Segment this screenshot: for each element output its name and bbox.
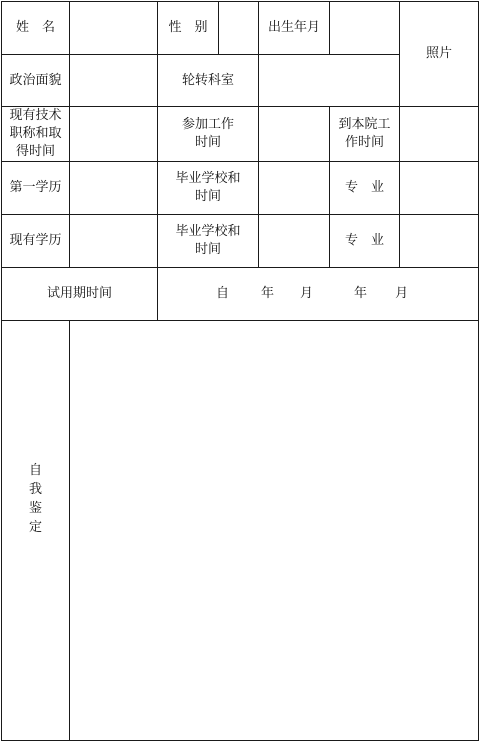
current-education-label: 现有学历 [9,233,62,248]
gender-field[interactable] [219,2,259,55]
form-row-current-education [2,215,479,268]
first-school-field[interactable] [259,162,330,215]
personnel-form-table [1,1,479,741]
current-major-label-cell [330,215,400,268]
title-label-cell [2,107,70,162]
probation-period-field[interactable] [158,268,479,321]
rotation-label-cell [158,55,259,107]
current-major-label: 专 业 [344,233,384,248]
name-label-cell [2,2,70,55]
end-month-label: 月 [395,286,409,301]
end-year-label: 年 [354,286,368,301]
form-row-probation [2,268,479,321]
current-major-field[interactable] [400,215,479,268]
work-start-label: 参加工作 时间 [181,117,234,150]
form-row-title [2,107,479,162]
first-edu-label-cell [2,162,70,215]
first-education-field[interactable] [70,162,158,215]
from-label: 自 [216,286,230,301]
probation-period-label: 试用期时间 [46,286,112,301]
photo-label: 照片 [425,46,452,61]
probation-date-range [158,285,478,303]
first-school-label: 毕业学校和 时间 [175,171,241,204]
probation-label-cell [2,268,158,321]
current-edu-label-cell [2,215,70,268]
first-school-label-cell [158,162,259,215]
current-education-field[interactable] [70,215,158,268]
current-school-label-cell [158,215,259,268]
self-evaluation-field[interactable] [70,321,479,741]
first-major-field[interactable] [400,162,479,215]
self-eval-label-cell [2,321,70,741]
current-school-field[interactable] [259,215,330,268]
first-major-label-cell [330,162,400,215]
technical-title-field[interactable] [70,107,158,162]
start-year-label: 年 [261,286,275,301]
name-field[interactable] [70,2,158,55]
political-status-field[interactable] [70,55,158,107]
form-row-basic-info [2,2,479,55]
hospital-arrival-field[interactable] [400,107,479,162]
birth-label-cell [259,2,330,55]
arrival-label-cell [330,107,400,162]
political-status-label: 政治面貌 [9,72,62,88]
political-label-cell [2,55,70,107]
self-evaluation-label: 自 我 鉴 定 [28,463,42,535]
first-education-label: 第一学历 [9,180,62,195]
form-row-first-education [2,162,479,215]
technical-title-label: 现有技术 职称和取 得时间 [9,108,62,159]
start-month-label: 月 [300,286,314,301]
form-row-self-evaluation [2,321,479,741]
first-major-label: 专 业 [344,180,384,195]
work-start-label-cell [158,107,259,162]
gender-label-cell [158,2,219,55]
gender-label: 性 别 [168,20,208,35]
current-school-label: 毕业学校和 时间 [175,224,241,257]
name-label: 姓 名 [15,20,55,35]
birth-date-field[interactable] [330,2,400,55]
rotation-department-field[interactable] [259,55,400,107]
hospital-arrival-label: 到本院工 作时间 [338,117,391,150]
rotation-department-label: 轮转科室 [181,72,234,88]
birth-date-label: 出生年月 [267,20,320,35]
work-start-field[interactable] [259,107,330,162]
photo-cell[interactable] [400,2,479,107]
